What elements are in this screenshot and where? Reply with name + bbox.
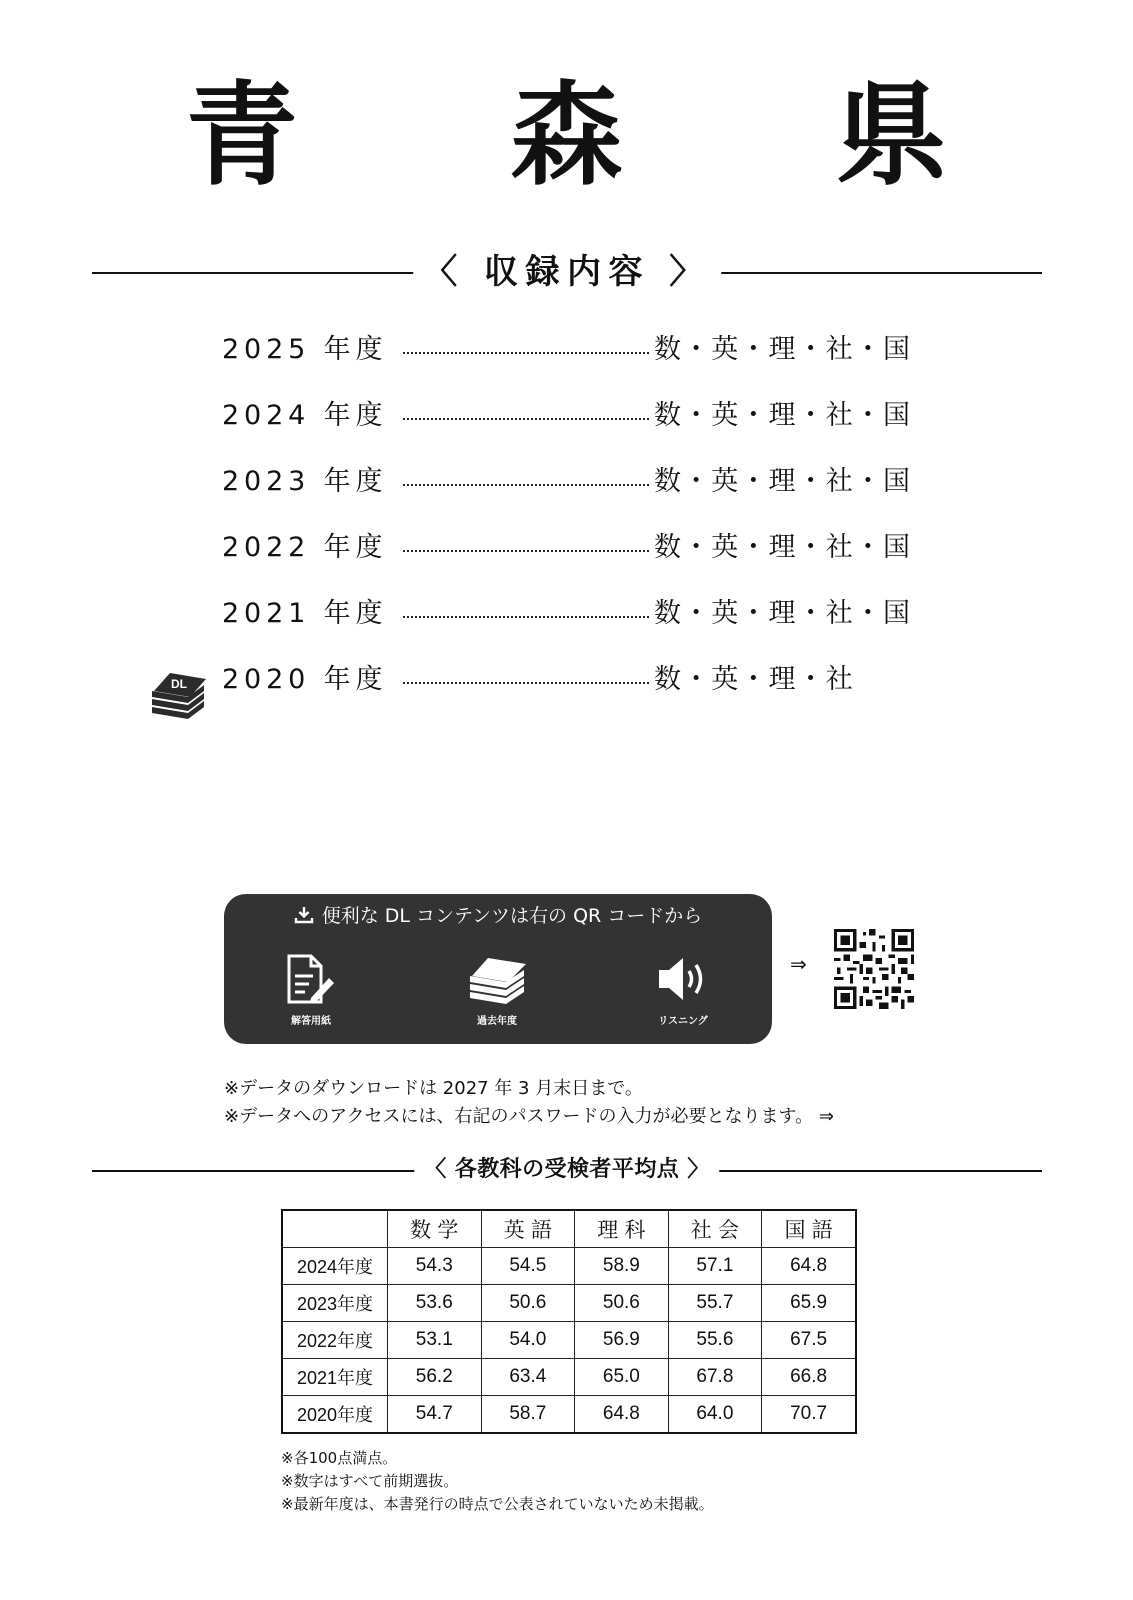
table-header-cell (282, 1210, 388, 1248)
feature-past-years (442, 952, 552, 1027)
qr-code-icon[interactable] (834, 929, 914, 1009)
table-cell: 56.9 (575, 1322, 669, 1359)
dot-leader (403, 484, 649, 486)
footnote-line: ※最新年度は、本書発行の時点で公表されていないため未掲載。 (281, 1495, 714, 1513)
table-cell: 67.8 (668, 1359, 762, 1396)
books-icon (466, 952, 528, 1006)
table-cell: 54.3 (388, 1248, 482, 1285)
table-cell: 64.0 (668, 1396, 762, 1434)
download-notes (224, 1075, 834, 1131)
table-cell: 65.0 (575, 1359, 669, 1396)
table-cell: 65.9 (762, 1285, 856, 1322)
table-cell: 53.6 (388, 1285, 482, 1322)
contents-subjects: 数・英・理・社・国 (654, 532, 912, 563)
scores-heading (92, 1150, 1042, 1190)
contents-row (222, 533, 922, 599)
contents-subjects: 数・英・理・社・国 (654, 334, 912, 365)
contents-heading (92, 252, 1042, 292)
contents-heading-label: 〈 収録内容 〉 (413, 252, 721, 292)
table-cell: 63.4 (481, 1359, 575, 1396)
note-line: ※データへのアクセスには、右記のパスワードの入力が必要となります。 ⇒ (224, 1106, 834, 1127)
table-row (282, 1359, 856, 1396)
table-row (282, 1322, 856, 1359)
footnote-line: ※数字はすべて前期選抜。 (281, 1472, 459, 1490)
contents-row (222, 401, 922, 467)
feature-label: 解答用紙 (291, 1016, 331, 1027)
contents-row (222, 467, 922, 533)
table-row (282, 1248, 856, 1285)
speaker-icon (653, 952, 713, 1006)
table-cell: 58.7 (481, 1396, 575, 1434)
contents-subjects: 数・英・理・社 (654, 664, 855, 695)
contents-year: 2023 年度 (222, 466, 388, 497)
feature-label: リスニング (658, 1016, 708, 1027)
table-cell: 58.9 (575, 1248, 669, 1285)
dl-panel-title-text: 便利な DL コンテンツは右の QR コードから (321, 905, 703, 927)
contents-subjects: 数・英・理・社・国 (654, 598, 912, 629)
contents-row (222, 665, 922, 731)
footnotes (281, 1447, 714, 1516)
table-row (282, 1285, 856, 1322)
table-cell-year: 2023年度 (282, 1285, 388, 1322)
table-cell: 64.8 (762, 1248, 856, 1285)
table-cell: 50.6 (481, 1285, 575, 1322)
table-header-cell: 理科 (575, 1210, 669, 1248)
feature-listening (628, 952, 738, 1027)
scores-heading-label: 〈 各教科の受検者平均点 〉 (414, 1150, 719, 1190)
contents-year: 2021 年度 (222, 598, 388, 629)
table-cell-year: 2021年度 (282, 1359, 388, 1396)
table-cell-year: 2024年度 (282, 1248, 388, 1285)
contents-row (222, 335, 922, 401)
table-cell-year: 2020年度 (282, 1396, 388, 1434)
footnote-line: ※各100点満点。 (281, 1449, 398, 1467)
table-row (282, 1396, 856, 1434)
dl-content-panel (224, 894, 772, 1044)
table-cell: 54.7 (388, 1396, 482, 1434)
page-title: 青 森 県 (185, 71, 998, 201)
answer-sheet-icon (285, 952, 337, 1006)
contents-year: 2022 年度 (222, 532, 388, 563)
table-header-cell: 英語 (481, 1210, 575, 1248)
table-header-cell: 社会 (668, 1210, 762, 1248)
table-cell: 54.5 (481, 1248, 575, 1285)
dl-badge-text: DL (171, 677, 187, 691)
table-header-cell: 数学 (388, 1210, 482, 1248)
table-header-row (282, 1210, 856, 1248)
dot-leader (403, 418, 649, 420)
qr-arrow: ⇒ (790, 952, 807, 976)
dot-leader (403, 616, 649, 618)
dot-leader (403, 682, 649, 684)
contents-subjects: 数・英・理・社・国 (654, 400, 912, 431)
table-cell: 66.8 (762, 1359, 856, 1396)
table-cell: 55.6 (668, 1322, 762, 1359)
table-cell: 56.2 (388, 1359, 482, 1396)
table-cell-year: 2022年度 (282, 1322, 388, 1359)
dl-panel-title (224, 904, 772, 928)
contents-subjects: 数・英・理・社・国 (654, 466, 912, 497)
table-cell: 55.7 (668, 1285, 762, 1322)
contents-year: 2024 年度 (222, 400, 388, 431)
table-cell: 67.5 (762, 1322, 856, 1359)
dot-leader (403, 352, 649, 354)
feature-label: 過去年度 (477, 1016, 517, 1027)
dl-books-icon (148, 667, 208, 723)
contents-list (222, 335, 922, 731)
contents-year: 2020 年度 (222, 664, 388, 695)
dot-leader (403, 550, 649, 552)
download-icon (294, 905, 314, 925)
table-header-cell: 国語 (762, 1210, 856, 1248)
table-cell: 50.6 (575, 1285, 669, 1322)
average-scores-table (281, 1209, 857, 1434)
table-cell: 70.7 (762, 1396, 856, 1434)
note-line: ※データのダウンロードは 2027 年 3 月末日まで。 (224, 1078, 643, 1099)
contents-row (222, 599, 922, 665)
contents-year: 2025 年度 (222, 334, 388, 365)
feature-answer-sheet (256, 952, 366, 1027)
table-cell: 64.8 (575, 1396, 669, 1434)
table-cell: 57.1 (668, 1248, 762, 1285)
table-cell: 54.0 (481, 1322, 575, 1359)
table-cell: 53.1 (388, 1322, 482, 1359)
